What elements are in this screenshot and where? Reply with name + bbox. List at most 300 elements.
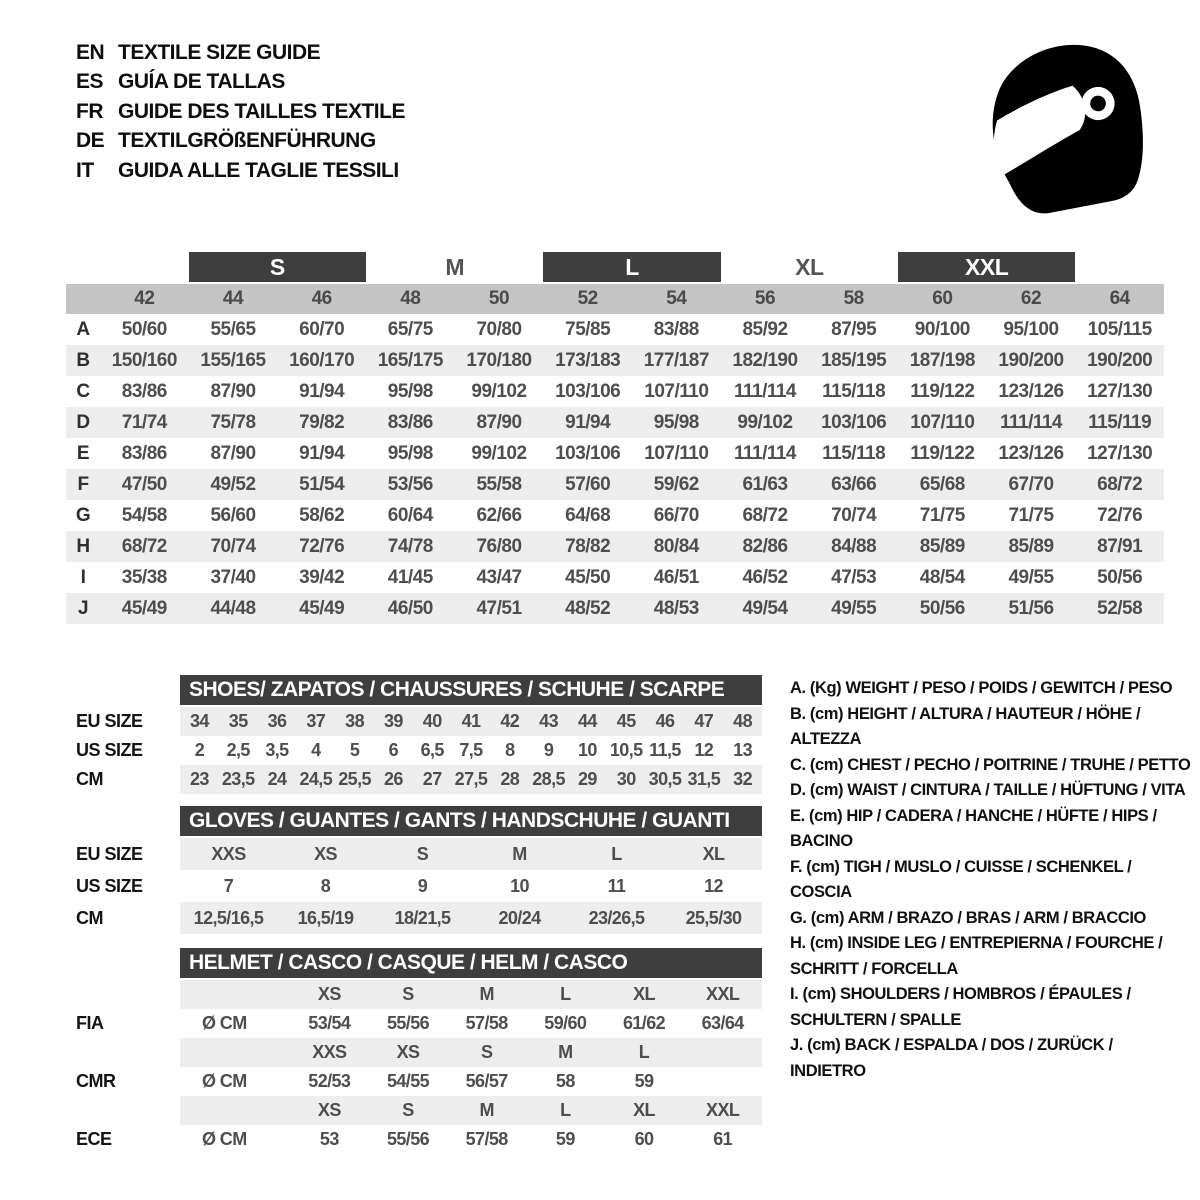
size-value-cell: 103/106 xyxy=(821,411,887,433)
size-value-cell: 47/51 xyxy=(476,597,522,619)
size-value-cell: 182/190 xyxy=(732,349,798,371)
size-value-cell: 6 xyxy=(388,740,399,760)
size-value-cell: 103/106 xyxy=(555,380,621,402)
size-value-cell: 42 xyxy=(500,711,520,731)
size-value-cell: 58/62 xyxy=(299,504,345,526)
size-value-cell: 72/76 xyxy=(299,535,345,557)
size-value-cell: 185/195 xyxy=(821,349,887,371)
row-label: US SIZE xyxy=(76,875,143,896)
row-letter: C xyxy=(76,380,90,402)
size-value-cell: 35/38 xyxy=(121,566,167,588)
size-value-cell: 20/24 xyxy=(498,907,541,928)
size-value-cell: 84/88 xyxy=(831,535,877,557)
size-value-cell: 59 xyxy=(634,1071,654,1091)
size-value-cell: 49/54 xyxy=(742,597,788,619)
size-value-cell: 53 xyxy=(319,1129,339,1149)
legend-item: B. (cm) HEIGHT / ALTURA / HAUTEUR / HÖHE / ALTEZZA xyxy=(790,704,1141,748)
size-value-cell: 59/62 xyxy=(653,473,699,495)
size-value-cell: 30,5 xyxy=(648,769,682,789)
size-header-row xyxy=(66,284,1164,314)
size-value-cell: 45/49 xyxy=(299,597,345,619)
table-row xyxy=(66,838,766,870)
size-value-cell: 61/63 xyxy=(742,473,788,495)
size-value-cell: 11 xyxy=(607,875,626,896)
language-line xyxy=(76,97,405,127)
helmet-size-header: M xyxy=(479,984,494,1004)
language-code: ES xyxy=(76,70,104,94)
size-value-cell: 34 xyxy=(189,711,209,731)
size-value-cell: 91/94 xyxy=(299,442,345,464)
row-letter: G xyxy=(75,504,91,526)
helmet-size-header: S xyxy=(402,1100,414,1120)
size-value-cell: 187/198 xyxy=(909,349,975,371)
helmet-size-header: M xyxy=(558,1042,573,1062)
unit-cell: Ø CM xyxy=(202,1129,247,1149)
table-row xyxy=(66,438,1164,469)
size-value-cell: 24 xyxy=(267,769,287,789)
size-value-cell: XXS xyxy=(211,843,246,864)
row-label-fia: FIA xyxy=(76,1013,104,1033)
language-line xyxy=(76,127,405,157)
size-value-cell: 68/72 xyxy=(742,504,788,526)
row-band xyxy=(180,838,762,870)
size-group-bar xyxy=(66,252,1164,282)
size-value-cell: 155/165 xyxy=(200,349,266,371)
size-value-cell: 8 xyxy=(320,875,331,896)
language-title: GUIDE DES TAILLES TEXTILE xyxy=(118,99,405,123)
size-value-cell: 55/65 xyxy=(210,318,256,340)
size-value-cell: 48 xyxy=(733,711,752,731)
size-column-header: 52 xyxy=(577,288,598,309)
helmet-size-header: XS xyxy=(396,1042,420,1062)
helmet-table xyxy=(66,948,766,1154)
size-value-cell: 91/94 xyxy=(565,411,611,433)
size-value-cell: 79/82 xyxy=(299,411,345,433)
language-title: GUIDA ALLE TAGLIE TESSILI xyxy=(118,158,399,182)
measurement-legend xyxy=(790,676,1192,1084)
size-value-cell: 85/92 xyxy=(742,318,788,340)
size-column-header: 58 xyxy=(843,288,864,309)
size-value-cell: 70/80 xyxy=(476,318,522,340)
helmet-size-header: M xyxy=(479,1100,494,1120)
size-column-header: 64 xyxy=(1109,288,1130,309)
size-value-cell: 70/74 xyxy=(210,535,256,557)
table-row xyxy=(66,500,1164,531)
legend-item: J. (cm) BACK / ESPALDA / DOS / ZURÜCK / INDIETRO xyxy=(790,1036,1113,1080)
size-value-cell: 54/58 xyxy=(121,504,167,526)
size-value-cell: 57/58 xyxy=(465,1129,508,1149)
size-column-header: 44 xyxy=(222,288,244,309)
size-value-cell: 83/86 xyxy=(121,380,167,402)
gloves-table xyxy=(66,806,766,934)
table-row xyxy=(66,1009,766,1038)
size-value-cell: 72/76 xyxy=(1097,504,1143,526)
table-row xyxy=(66,1096,766,1125)
row-band xyxy=(180,1125,762,1154)
size-value-cell: 16,5/19 xyxy=(297,907,354,928)
size-value-cell: 45/50 xyxy=(565,566,611,588)
size-column-header: 56 xyxy=(754,288,776,309)
unit-cell: Ø CM xyxy=(202,1071,247,1091)
size-value-cell: 165/175 xyxy=(377,349,443,371)
size-value-cell: 119/122 xyxy=(910,442,975,464)
size-value-cell: 53/56 xyxy=(387,473,433,495)
size-value-cell: 44/48 xyxy=(210,597,256,619)
size-value-cell: 82/86 xyxy=(742,535,788,557)
row-letter: H xyxy=(76,535,90,557)
size-value-cell: 56/60 xyxy=(210,504,256,526)
size-value-cell: 65/75 xyxy=(387,318,433,340)
size-group-xl: XL xyxy=(795,253,824,280)
helmet-size-header: XL xyxy=(633,984,655,1004)
size-value-cell: 170/180 xyxy=(466,349,532,371)
size-value-cell: 68/72 xyxy=(1097,473,1143,495)
size-value-cell: 150/160 xyxy=(111,349,177,371)
size-value-cell: 51/54 xyxy=(299,473,345,495)
size-value-cell: 10 xyxy=(577,740,597,760)
row-letter: J xyxy=(77,597,89,619)
size-group-s: S xyxy=(189,252,366,282)
size-value-cell: 76/80 xyxy=(476,535,522,557)
size-value-cell: 61 xyxy=(713,1129,733,1149)
helmet-size-header: L xyxy=(560,984,571,1004)
gloves-title: GLOVES / GUANTES / GANTS / HANDSCHUHE / GUANTI xyxy=(180,806,762,836)
size-value-cell: 58 xyxy=(555,1071,575,1091)
size-value-cell: 41 xyxy=(461,711,481,731)
helmet-size-header: L xyxy=(638,1042,650,1062)
size-value-cell: 55/58 xyxy=(476,473,522,495)
size-value-cell: 99/102 xyxy=(471,380,527,402)
size-value-cell: 83/86 xyxy=(121,442,167,464)
size-value-cell: 56/57 xyxy=(465,1071,508,1091)
table-row xyxy=(66,765,766,794)
size-value-cell: 37 xyxy=(306,711,326,731)
size-value-cell: 95/98 xyxy=(387,380,433,402)
size-value-cell: 63/64 xyxy=(701,1013,744,1033)
shoes-table xyxy=(66,675,766,794)
size-value-cell: 67/70 xyxy=(1008,473,1054,495)
helmet-size-header: XS xyxy=(317,984,341,1004)
size-value-cell: 64/68 xyxy=(565,504,611,526)
row-letter: B xyxy=(76,349,90,371)
language-list xyxy=(76,38,405,186)
size-value-cell: 36 xyxy=(267,711,287,731)
size-value-cell: 50/60 xyxy=(121,318,167,340)
size-value-cell: 13 xyxy=(733,740,752,760)
size-value-cell: 25,5 xyxy=(338,769,371,789)
language-title: TEXTILE SIZE GUIDE xyxy=(118,40,321,64)
size-value-cell: 91/94 xyxy=(299,380,345,402)
row-band xyxy=(180,765,762,794)
size-table-rows xyxy=(66,314,1164,624)
size-value-cell: 95/98 xyxy=(387,442,433,464)
size-value-cell: 99/102 xyxy=(471,442,527,464)
size-column-header: 62 xyxy=(1020,288,1042,309)
size-value-cell: 74/78 xyxy=(387,535,433,557)
size-value-cell: 87/90 xyxy=(210,442,256,464)
size-value-cell: 32 xyxy=(733,769,752,789)
size-value-cell: XL xyxy=(702,843,725,864)
row-letter: I xyxy=(80,566,86,588)
row-label xyxy=(66,1038,180,1067)
row-band xyxy=(180,736,762,765)
size-value-cell: 127/130 xyxy=(1087,442,1153,464)
table-row xyxy=(66,593,1164,624)
size-value-cell: 59/60 xyxy=(544,1013,587,1033)
language-code: DE xyxy=(76,129,105,153)
size-value-cell: 8 xyxy=(505,740,515,760)
size-value-cell: 49/55 xyxy=(831,597,877,619)
size-value-cell: 43/47 xyxy=(476,566,522,588)
size-value-cell: 53/54 xyxy=(308,1013,351,1033)
table-row xyxy=(66,314,1164,345)
helmet-size-header: XXL xyxy=(706,984,740,1004)
size-value-cell: 46 xyxy=(655,711,675,731)
size-value-cell: 123/126 xyxy=(998,380,1064,402)
table-row xyxy=(66,870,766,902)
table-row xyxy=(66,980,766,1009)
size-value-cell: 11,5 xyxy=(649,740,681,760)
row-label xyxy=(66,1096,180,1125)
size-value-cell: 50/56 xyxy=(919,597,965,619)
size-value-cell: 12,5/16,5 xyxy=(193,907,264,928)
legend-item: F. (cm) TIGH / MUSLO / CUISSE / SCHENKEL / COSCIA xyxy=(790,857,1132,901)
size-value-cell: 80/84 xyxy=(653,535,699,557)
size-value-cell: 57/58 xyxy=(465,1013,508,1033)
size-value-cell: 75/85 xyxy=(565,318,611,340)
table-row xyxy=(66,562,1164,593)
size-value-cell: 4 xyxy=(311,740,321,760)
shoes-rows xyxy=(66,707,766,794)
size-value-cell: 85/89 xyxy=(1008,535,1054,557)
row-label xyxy=(66,980,180,1009)
size-value-cell: 160/170 xyxy=(289,349,355,371)
size-value-cell: 48/54 xyxy=(919,566,965,588)
size-value-cell: 107/110 xyxy=(644,380,709,402)
row-band xyxy=(180,1067,762,1096)
size-value-cell: 41/45 xyxy=(387,566,433,588)
size-group-m: M xyxy=(445,253,464,280)
size-value-cell: 5 xyxy=(349,740,360,760)
helmet-size-header: S xyxy=(480,1042,493,1062)
size-value-cell: 190/200 xyxy=(998,349,1064,371)
helmet-title: HELMET / CASCO / CASQUE / HELM / CASCO xyxy=(180,948,762,978)
table-row xyxy=(66,407,1164,438)
size-value-cell: 27 xyxy=(422,769,442,789)
row-label: EU SIZE xyxy=(76,711,143,731)
table-row xyxy=(66,531,1164,562)
size-value-cell: 23 xyxy=(189,769,209,789)
gloves-rows xyxy=(66,838,766,934)
size-value-cell: 24,5 xyxy=(299,769,333,789)
unit-cell: Ø CM xyxy=(202,1013,247,1033)
size-value-cell: 12 xyxy=(704,875,723,896)
size-value-cell: 87/95 xyxy=(831,318,877,340)
size-value-cell: 60 xyxy=(634,1129,654,1149)
size-value-cell: 51/56 xyxy=(1008,597,1054,619)
size-value-cell: 2 xyxy=(194,740,205,760)
size-value-cell: 115/119 xyxy=(1088,411,1152,433)
shoes-title: SHOES/ ZAPATOS / CHAUSSURES / SCHUHE / SCARPE xyxy=(180,675,762,705)
size-value-cell: 27,5 xyxy=(454,769,488,789)
size-value-cell: 25,5/30 xyxy=(685,907,742,928)
language-code: EN xyxy=(76,40,105,64)
legend-item: I. (cm) SHOULDERS / HOMBROS / ÉPAULES / SCHULTERN / SPALLE xyxy=(790,985,1131,1029)
size-value-cell: 103/106 xyxy=(555,442,621,464)
size-value-cell: 23/26,5 xyxy=(588,907,645,928)
size-value-cell: 83/88 xyxy=(653,318,699,340)
size-value-cell: 9 xyxy=(543,740,554,760)
table-row xyxy=(66,1125,766,1154)
size-value-cell: 70/74 xyxy=(831,504,877,526)
size-column-header: 54 xyxy=(666,288,687,309)
size-value-cell: 30 xyxy=(616,769,636,789)
size-value-cell: 39/42 xyxy=(299,566,345,588)
table-row xyxy=(66,469,1164,500)
size-value-cell: 90/100 xyxy=(914,318,970,340)
row-band xyxy=(180,870,762,902)
size-value-cell: 75/78 xyxy=(210,411,256,433)
size-value-cell: 46/52 xyxy=(742,566,788,588)
size-value-cell: XS xyxy=(314,843,337,864)
size-value-cell: 46/50 xyxy=(387,597,433,619)
size-value-cell: 31,5 xyxy=(687,769,721,789)
helmet-icon xyxy=(960,28,1170,223)
size-value-cell: 78/82 xyxy=(565,535,611,557)
legend-item: C. (cm) CHEST / PECHO / POITRINE / TRUHE / PETTO xyxy=(790,755,1191,774)
row-label-ece: ECE xyxy=(76,1129,112,1149)
table-row xyxy=(66,1067,766,1096)
table-row xyxy=(66,707,766,736)
size-value-cell: 87/90 xyxy=(210,380,256,402)
row-band xyxy=(180,1096,762,1125)
helmet-size-header: S xyxy=(402,984,414,1004)
size-value-cell: 54/55 xyxy=(386,1071,430,1091)
row-label: EU SIZE xyxy=(76,843,143,864)
size-value-cell: 26 xyxy=(383,769,403,789)
row-letter: E xyxy=(76,442,90,464)
size-value-cell: 55/56 xyxy=(386,1129,430,1149)
size-value-cell: 105/115 xyxy=(1087,318,1152,340)
size-value-cell: 49/52 xyxy=(210,473,256,495)
size-value-cell: 57/60 xyxy=(565,473,611,495)
size-value-cell: 107/110 xyxy=(910,411,975,433)
row-letter: D xyxy=(76,411,90,433)
row-band xyxy=(180,980,762,1009)
size-value-cell: 50/56 xyxy=(1097,566,1143,588)
size-value-cell: 38 xyxy=(345,711,364,731)
size-value-cell: 10,5 xyxy=(609,740,643,760)
row-band xyxy=(180,902,762,934)
helmet-size-header: XXS xyxy=(312,1042,347,1062)
language-code: IT xyxy=(76,158,94,182)
row-band xyxy=(180,1038,762,1067)
legend-item: G. (cm) ARM / BRAZO / BRAS / ARM / BRACCIO xyxy=(790,908,1146,927)
size-value-cell: 127/130 xyxy=(1087,380,1153,402)
size-value-cell: 111/114 xyxy=(733,442,797,464)
size-column-header: 50 xyxy=(488,288,510,309)
legend-item: A. (Kg) WEIGHT / PESO / POIDS / GEWITCH / PESO xyxy=(790,679,1173,697)
size-value-cell: 65/68 xyxy=(919,473,965,495)
size-value-cell: 60/70 xyxy=(299,318,345,340)
size-value-cell: 71/75 xyxy=(919,504,965,526)
size-value-cell: 173/183 xyxy=(555,349,621,371)
size-value-cell: 18/21,5 xyxy=(394,907,451,928)
language-line xyxy=(76,38,405,68)
size-value-cell: 71/74 xyxy=(121,411,167,433)
size-group-l: L xyxy=(543,252,720,282)
size-value-cell: 59 xyxy=(555,1129,575,1149)
row-letter: F xyxy=(77,473,89,495)
size-value-cell: 48/53 xyxy=(653,597,699,619)
size-value-cell: 7 xyxy=(223,875,234,896)
helmet-size-header: XL xyxy=(633,1100,655,1120)
helmet-size-header: L xyxy=(560,1100,571,1120)
row-band xyxy=(180,1009,762,1038)
language-line xyxy=(76,156,405,186)
language-line xyxy=(76,68,405,98)
legend-item: H. (cm) INSIDE LEG / ENTREPIERNA / FOURCHE / SCHRITT / FORCELLA xyxy=(790,934,1163,978)
size-value-cell: 85/89 xyxy=(919,535,965,557)
size-value-cell: 39 xyxy=(383,711,403,731)
table-row xyxy=(66,1038,766,1067)
size-value-cell: 62/66 xyxy=(476,504,522,526)
size-value-cell: 83/86 xyxy=(387,411,433,433)
size-value-cell: 87/90 xyxy=(476,411,522,433)
size-value-cell: L xyxy=(611,843,622,864)
size-value-cell: 95/98 xyxy=(653,411,699,433)
size-value-cell: 52/58 xyxy=(1097,597,1143,619)
legend-item: D. (cm) WAIST / CINTURA / TAILLE / HÜFTUNG / VITA xyxy=(790,781,1186,799)
size-value-cell: 52/53 xyxy=(308,1071,351,1091)
size-value-cell: 115/118 xyxy=(822,442,886,464)
size-column-header: 46 xyxy=(311,288,332,309)
size-value-cell: 177/187 xyxy=(643,349,709,371)
size-column-header: 42 xyxy=(134,288,155,309)
size-value-cell: S xyxy=(416,843,429,864)
size-value-cell: 44 xyxy=(577,711,597,731)
row-band xyxy=(180,707,762,736)
size-value-cell: 48/52 xyxy=(565,597,611,619)
language-code: FR xyxy=(76,99,103,123)
size-value-cell: 95/100 xyxy=(1003,318,1059,340)
helmet-size-header: XS xyxy=(317,1100,341,1120)
size-column-header: 48 xyxy=(400,288,421,309)
size-value-cell: 29 xyxy=(577,769,597,789)
size-value-cell: 37/40 xyxy=(210,566,256,588)
size-value-cell: 115/118 xyxy=(822,380,886,402)
size-value-cell: 12 xyxy=(694,740,714,760)
size-value-cell: 87/91 xyxy=(1097,535,1143,557)
size-value-cell: 23,5 xyxy=(221,769,255,789)
size-value-cell: 123/126 xyxy=(998,442,1064,464)
helmet-size-header: XXL xyxy=(706,1100,740,1120)
size-value-cell: 7,5 xyxy=(459,740,483,760)
textile-size-table xyxy=(66,252,1164,624)
table-row xyxy=(66,376,1164,407)
row-label: CM xyxy=(76,907,103,928)
size-value-cell: 2,5 xyxy=(226,740,250,760)
language-title: GUÍA DE TALLAS xyxy=(118,70,285,94)
size-value-cell: 43 xyxy=(539,711,558,731)
size-value-cell: 47/53 xyxy=(831,566,877,588)
size-value-cell: 9 xyxy=(417,875,428,896)
table-row xyxy=(66,902,766,934)
size-value-cell: 45/49 xyxy=(121,597,167,619)
size-group-xxl: XXL xyxy=(898,252,1075,282)
size-value-cell: 99/102 xyxy=(737,411,793,433)
size-value-cell: 61/62 xyxy=(622,1013,666,1033)
